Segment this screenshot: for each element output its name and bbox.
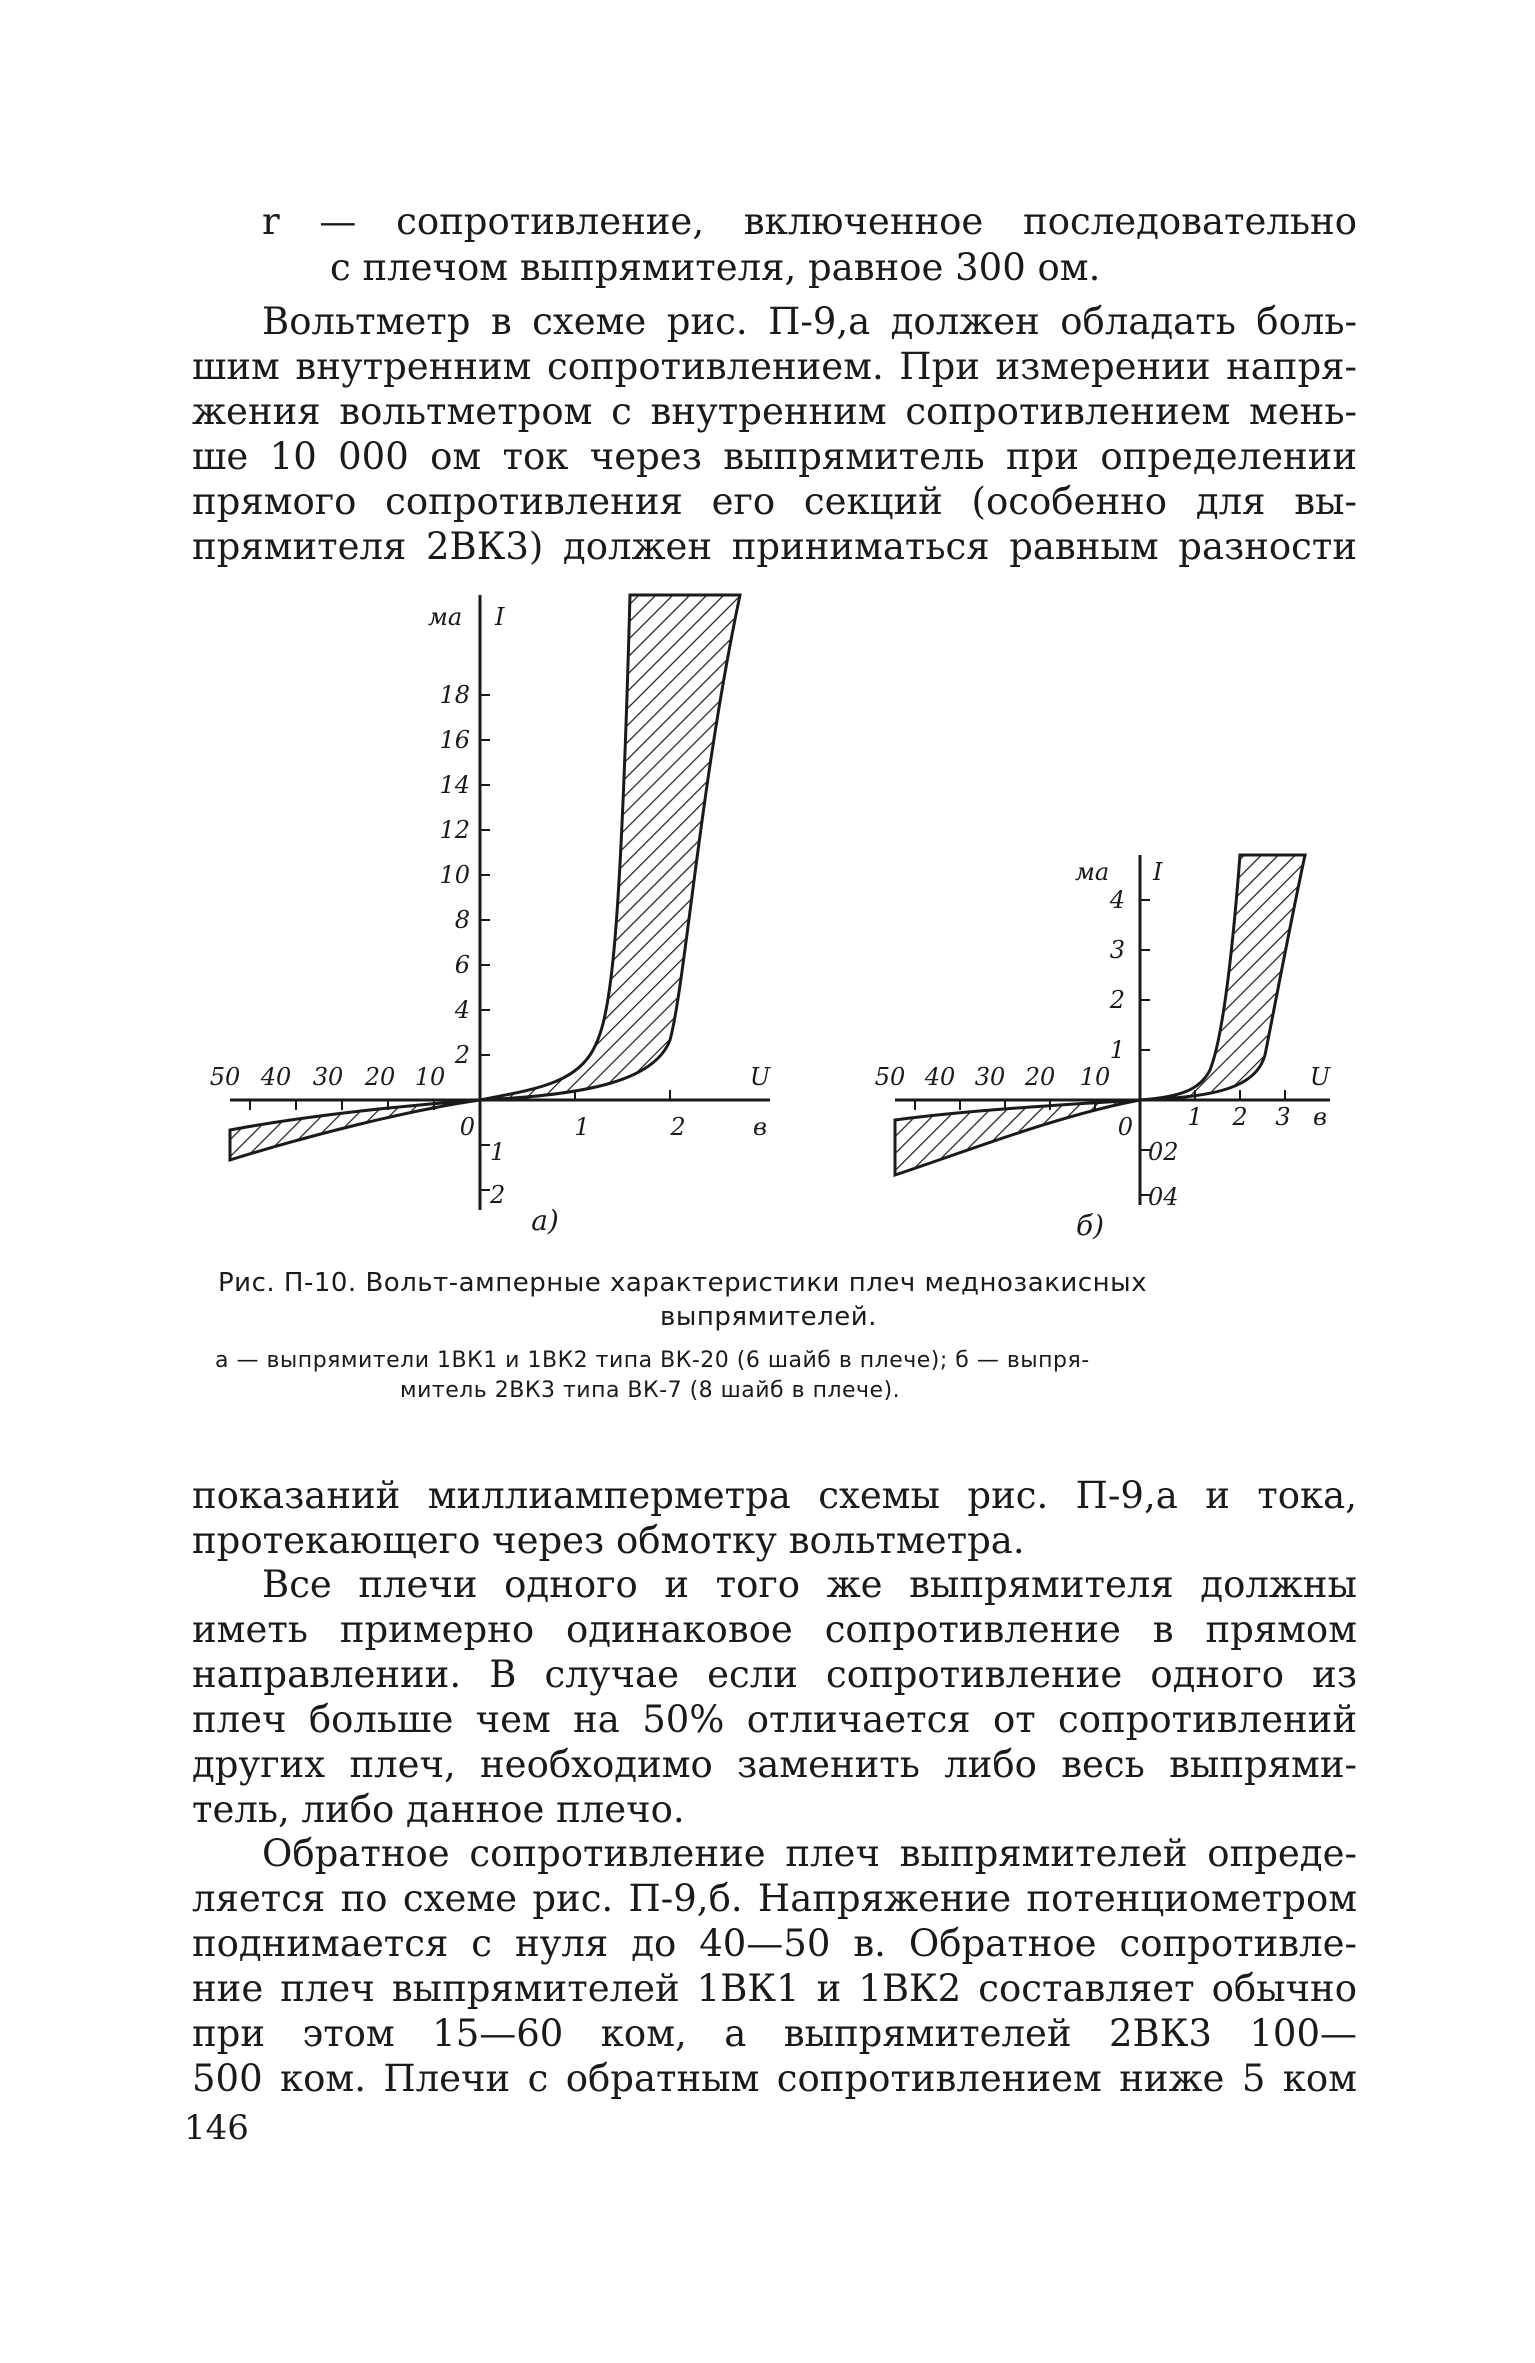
chart-b-panel-label: б) xyxy=(1075,1209,1105,1242)
paragraph-line: протекающего через обмотку вольтметра. xyxy=(192,1519,1025,1562)
paragraph-line: Все плечи одного и того же выпрямителя должны xyxy=(262,1563,1357,1606)
chart-a-x-tick: 1 xyxy=(574,1113,590,1141)
chart-b-y-neg-tick: 02 xyxy=(1148,1138,1179,1166)
chart-b-y-tick: 3 xyxy=(1109,936,1125,964)
chart-a-y-axis-label: I xyxy=(495,603,505,631)
paragraph-line: поднимается с нуля до 40—50 в. Обратное сопротивле- xyxy=(192,1922,1357,1965)
paragraph-line: шим внутренним сопротивлением. При измерении напря- xyxy=(192,345,1357,388)
chart-a-x-tick: 30 xyxy=(312,1063,344,1091)
chart-a-y-unit: ма xyxy=(428,603,463,631)
chart-a-y-tick: 18 xyxy=(439,681,470,709)
figure-caption-description: а — выпрямители 1ВК1 и 1ВК2 типа ВК-20 (6 шайб в плече); б — выпря- xyxy=(215,1348,1090,1373)
figure-iv-characteristics xyxy=(190,585,1350,1255)
chart-a-y-neg-tick: 2 xyxy=(490,1181,506,1209)
chart-b-forward-band xyxy=(1140,855,1305,1100)
chart-a-y-neg-tick: 1 xyxy=(490,1138,506,1166)
chart-b-x-tick: 2 xyxy=(1232,1103,1248,1131)
paragraph-line: плеч больше чем на 50% отличается от сопротивлений xyxy=(192,1698,1357,1741)
paragraph-line: жения вольтметром с внутренним сопротивлением мень- xyxy=(192,390,1357,433)
chart-b-y-unit: ма xyxy=(1075,858,1110,886)
chart-b-y-axis-label: I xyxy=(1153,858,1163,886)
definition-line: с плечом выпрямителя, равное 300 ом. xyxy=(330,246,1101,289)
chart-b-x-tick: 50 xyxy=(874,1063,906,1091)
chart-a-y-tick: 12 xyxy=(439,816,470,844)
chart-b-x-axis-label: U xyxy=(1309,1063,1331,1091)
chart-a-x-axis-label: U xyxy=(749,1063,771,1091)
chart-b-x-tick: 10 xyxy=(1079,1063,1111,1091)
chart-a-x-tick: 10 xyxy=(414,1063,446,1091)
chart-a-forward-band xyxy=(480,595,740,1100)
chart-a-x-unit: в xyxy=(753,1113,767,1141)
paragraph-line: тель, либо данное плечо. xyxy=(192,1788,685,1831)
figure-caption-description: митель 2ВК3 типа ВК-7 (8 шайб в плече). xyxy=(400,1378,901,1403)
chart-a-y-tick: 14 xyxy=(439,771,470,799)
chart-b-origin: 0 xyxy=(1117,1113,1133,1141)
chart-b-x-tick: 40 xyxy=(924,1063,956,1091)
chart-b-y-neg-tick: 04 xyxy=(1148,1183,1179,1211)
chart-a-x-tick: 2 xyxy=(670,1113,686,1141)
chart-a-y-tick: 4 xyxy=(454,996,470,1024)
chart-b-x-unit: в xyxy=(1313,1103,1327,1131)
chart-b xyxy=(875,855,1331,1242)
chart-b-reverse-band xyxy=(895,1100,1140,1175)
page-number: 146 xyxy=(184,2108,249,2148)
figure-caption-title: выпрямителей. xyxy=(660,1302,877,1332)
paragraph-line: при этом 15—60 ком, а выпрямителей 2ВК3 100— xyxy=(192,2012,1357,2055)
chart-a-reverse-band xyxy=(230,1100,480,1160)
chart-b-x-tick: 20 xyxy=(1024,1063,1056,1091)
paragraph-line: показаний миллиамперметра схемы рис. П-9,а и тока, xyxy=(192,1474,1357,1517)
chart-a-panel-label: а) xyxy=(531,1204,559,1237)
chart-b-x-tick: 1 xyxy=(1187,1103,1203,1131)
chart-b-y-tick: 2 xyxy=(1109,986,1125,1014)
chart-a xyxy=(210,595,771,1237)
chart-a-x-tick: 40 xyxy=(260,1063,292,1091)
paragraph-line: прямителя 2ВК3) должен приниматься равным разности xyxy=(192,525,1357,568)
paragraph-line: иметь примерно одинаковое сопротивление в прямом xyxy=(192,1608,1357,1651)
chart-a-y-tick: 10 xyxy=(439,861,470,889)
paragraph-line: Вольтметр в схеме рис. П-9,а должен обладать боль- xyxy=(262,300,1357,343)
chart-a-y-tick: 16 xyxy=(439,726,470,754)
chart-b-y-tick: 1 xyxy=(1109,1036,1125,1064)
chart-a-y-tick: 6 xyxy=(454,951,470,979)
chart-b-x-tick: 30 xyxy=(974,1063,1006,1091)
paragraph-line: Обратное сопротивление плеч выпрямителей опреде- xyxy=(262,1832,1357,1875)
paragraph-line: других плеч, необходимо заменить либо весь выпрями- xyxy=(192,1743,1357,1786)
paragraph-line: прямого сопротивления его секций (особенно для вы- xyxy=(192,480,1357,523)
chart-a-origin: 0 xyxy=(459,1113,475,1141)
chart-a-y-tick: 2 xyxy=(454,1041,470,1069)
chart-b-x-tick: 3 xyxy=(1275,1103,1291,1131)
paragraph-line: 500 ком. Плечи с обратным сопротивлением ниже 5 ком xyxy=(192,2057,1357,2100)
chart-a-x-tick: 50 xyxy=(209,1063,241,1091)
definition-line: r — сопротивление, включенное последовательно xyxy=(262,200,1357,243)
figure-caption-title: Рис. П-10. Вольт-амперные характеристики плеч меднозакисных xyxy=(218,1268,1148,1298)
paragraph-line: ляется по схеме рис. П-9,б. Напряжение потенциометром xyxy=(192,1877,1357,1920)
paragraph-line: ше 10 000 ом ток через выпрямитель при определении xyxy=(192,435,1357,478)
chart-a-x-tick: 20 xyxy=(364,1063,396,1091)
chart-b-y-tick: 4 xyxy=(1109,886,1125,914)
paragraph-line: направлении. В случае если сопротивление одного из xyxy=(192,1653,1357,1696)
chart-a-y-tick: 8 xyxy=(454,906,470,934)
paragraph-line: ние плеч выпрямителей 1ВК1 и 1ВК2 составляет обычно xyxy=(192,1967,1357,2010)
